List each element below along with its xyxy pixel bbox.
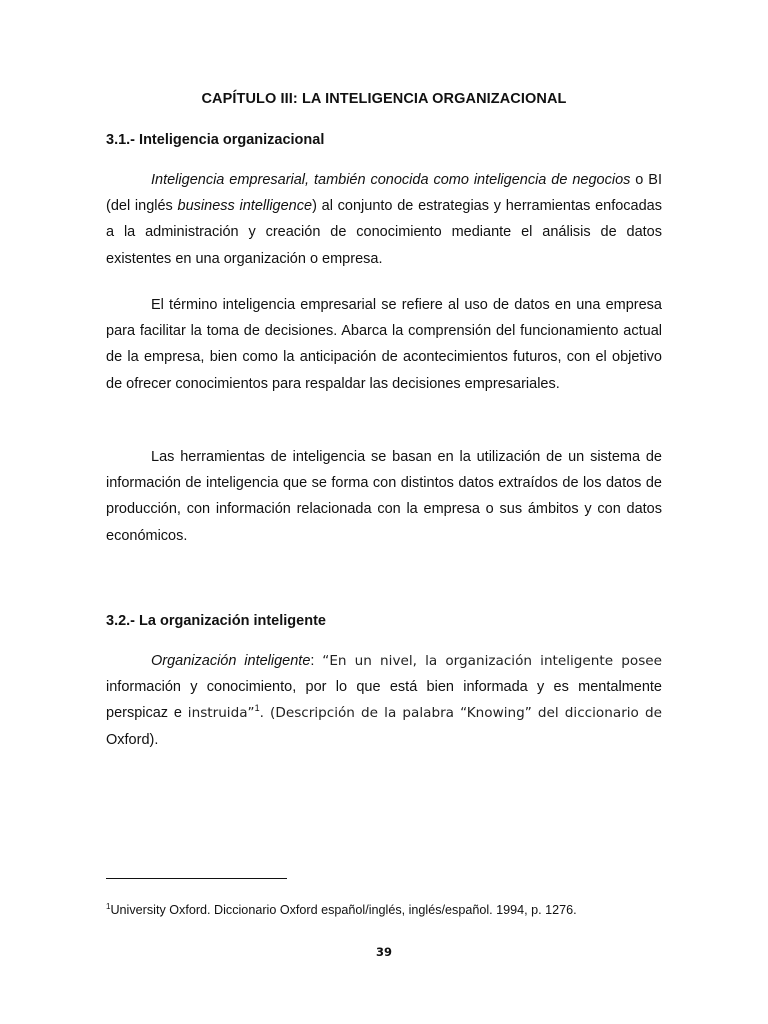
italic-lead: Inteligencia empresarial, también conocida como inteligencia de negocios [151,172,631,188]
paragraph-intelligent-organization [106,648,662,753]
footnote-reference: 1 [254,703,260,714]
paragraph-text: Las herramientas de inteligencia se basan en la utilización de un sistema de información de inteligencia que se forma con distintos datos extraídos de los datos de producción, con información relacionada con la empresa o sus ámbitos y con datos económicos. [106,449,662,544]
page-number: 39 [375,945,392,959]
paragraph-bi-definition [106,167,662,272]
italic-term: Organización inteligente [151,653,311,669]
quotation-text: “En un nivel, la organización inteligente posee [322,653,663,669]
footnote-divider [106,878,287,879]
italic-term: business intelligence [177,198,313,215]
paragraph-text: : [310,653,323,669]
footnote-text: University Oxford. Diccionario Oxford español/inglés, inglés/español. 1994, p. 1276. [110,903,577,917]
footnote [106,903,577,917]
paragraph-bi-tools [106,444,662,549]
paragraph-text: información y conocimiento, por lo que está bien informada y es mentalmente perspicaz e [106,679,662,722]
footnote-marker: 1 [106,901,111,911]
quotation-text: . (Descripción de la palabra “Knowing” del diccionario de [259,705,662,722]
chapter-title: CAPÍTULO III: LA INTELIGENCIA ORGANIZACIONAL [201,91,567,107]
paragraph-bi-term [106,292,662,397]
section-heading-3-2: 3.2.- La organización inteligente [106,613,326,629]
section-heading-3-1: 3.1.- Inteligencia organizacional [106,132,325,148]
paragraph-text: ) al conjunto de estrategias y herramientas enfocadas a la administración y creación de conocimiento mediante el análisis de datos existentes en una organización o empresa. [106,198,662,267]
paragraph-text: Oxford). [106,731,159,748]
paragraph-text: o BI (del inglés [106,172,662,215]
paragraph-text: El término inteligencia empresarial se refiere al uso de datos en una empresa para facilitar la toma de decisiones. Abarca la comprensión del funcionamiento actual de la empresa, bien como la anticipación de acontecimientos futuros, con el objetivo de ofrecer conocimientos para respaldar las decisiones empresariales. [106,297,662,392]
quotation-text: instruida” [187,705,255,722]
